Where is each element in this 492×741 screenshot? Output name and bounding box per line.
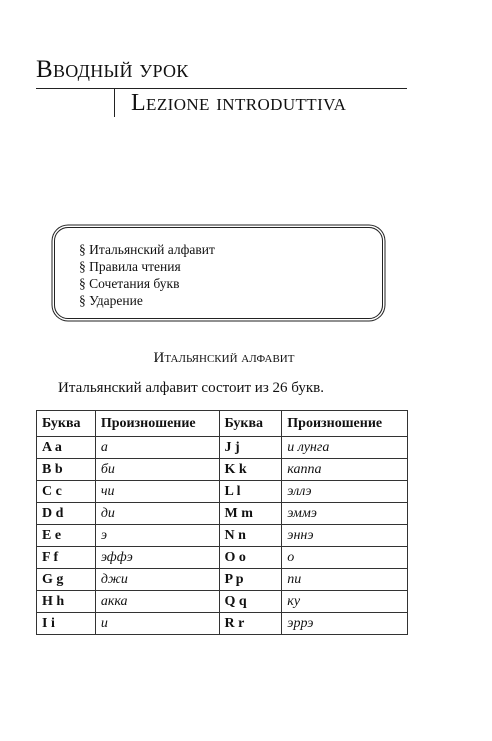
table-row <box>37 525 408 547</box>
letter-cell: O o <box>219 547 282 569</box>
letter-cell: C c <box>37 481 96 503</box>
header-letter: Буква <box>219 411 282 437</box>
letter-cell: I i <box>37 613 96 635</box>
pronunciation-cell: а <box>95 437 219 459</box>
pronunciation-cell: пи <box>282 569 408 591</box>
letter-cell: Q q <box>219 591 282 613</box>
alphabet-table <box>36 410 408 635</box>
pronunciation-cell: эффэ <box>95 547 219 569</box>
lesson-title-russian: Вводный урок <box>36 56 189 83</box>
table-row <box>37 481 408 503</box>
pronunciation-cell: би <box>95 459 219 481</box>
letter-cell: P p <box>219 569 282 591</box>
pronunciation-cell: эммэ <box>282 503 408 525</box>
table-row <box>37 591 408 613</box>
table-row <box>37 613 408 635</box>
section-title: Итальянский алфавит <box>153 350 295 366</box>
letter-cell: N n <box>219 525 282 547</box>
pronunciation-cell: ди <box>95 503 219 525</box>
table-row <box>37 459 408 481</box>
letter-cell: M m <box>219 503 282 525</box>
letter-cell: J j <box>219 437 282 459</box>
letter-cell: K k <box>219 459 282 481</box>
letter-cell: A a <box>37 437 96 459</box>
topics-box <box>54 227 383 319</box>
topic-item: § Сочетания букв <box>79 276 180 291</box>
pronunciation-cell: о <box>282 547 408 569</box>
title-horizontal-rule <box>36 88 407 89</box>
letter-cell: F f <box>37 547 96 569</box>
lesson-title-italian: Lezione introduttiva <box>131 90 347 116</box>
title-vertical-rule <box>114 89 115 117</box>
letter-cell: H h <box>37 591 96 613</box>
table-row <box>37 437 408 459</box>
pronunciation-cell: эррэ <box>282 613 408 635</box>
pronunciation-cell: э <box>95 525 219 547</box>
letter-cell: L l <box>219 481 282 503</box>
topic-item: § Ударение <box>79 293 143 308</box>
letter-cell: E e <box>37 525 96 547</box>
pronunciation-cell: акка <box>95 591 219 613</box>
letter-cell: B b <box>37 459 96 481</box>
topic-item: § Итальянский алфавит <box>79 242 215 257</box>
letter-cell: D d <box>37 503 96 525</box>
pronunciation-cell: эннэ <box>282 525 408 547</box>
table-row <box>37 503 408 525</box>
header-pronunciation: Произношение <box>282 411 408 437</box>
pronunciation-cell: и лунга <box>282 437 408 459</box>
header-letter: Буква <box>37 411 96 437</box>
table-row <box>37 547 408 569</box>
letter-cell: G g <box>37 569 96 591</box>
intro-paragraph: Итальянский алфавит состоит из 26 букв. <box>58 380 324 396</box>
pronunciation-cell: чи <box>95 481 219 503</box>
table-row <box>37 569 408 591</box>
pronunciation-cell: джи <box>95 569 219 591</box>
pronunciation-cell: ку <box>282 591 408 613</box>
table-header-row <box>37 411 408 437</box>
pronunciation-cell: каппа <box>282 459 408 481</box>
header-pronunciation: Произношение <box>95 411 219 437</box>
pronunciation-cell: эллэ <box>282 481 408 503</box>
letter-cell: R r <box>219 613 282 635</box>
pronunciation-cell: и <box>95 613 219 635</box>
topic-item: § Правила чтения <box>79 259 181 274</box>
